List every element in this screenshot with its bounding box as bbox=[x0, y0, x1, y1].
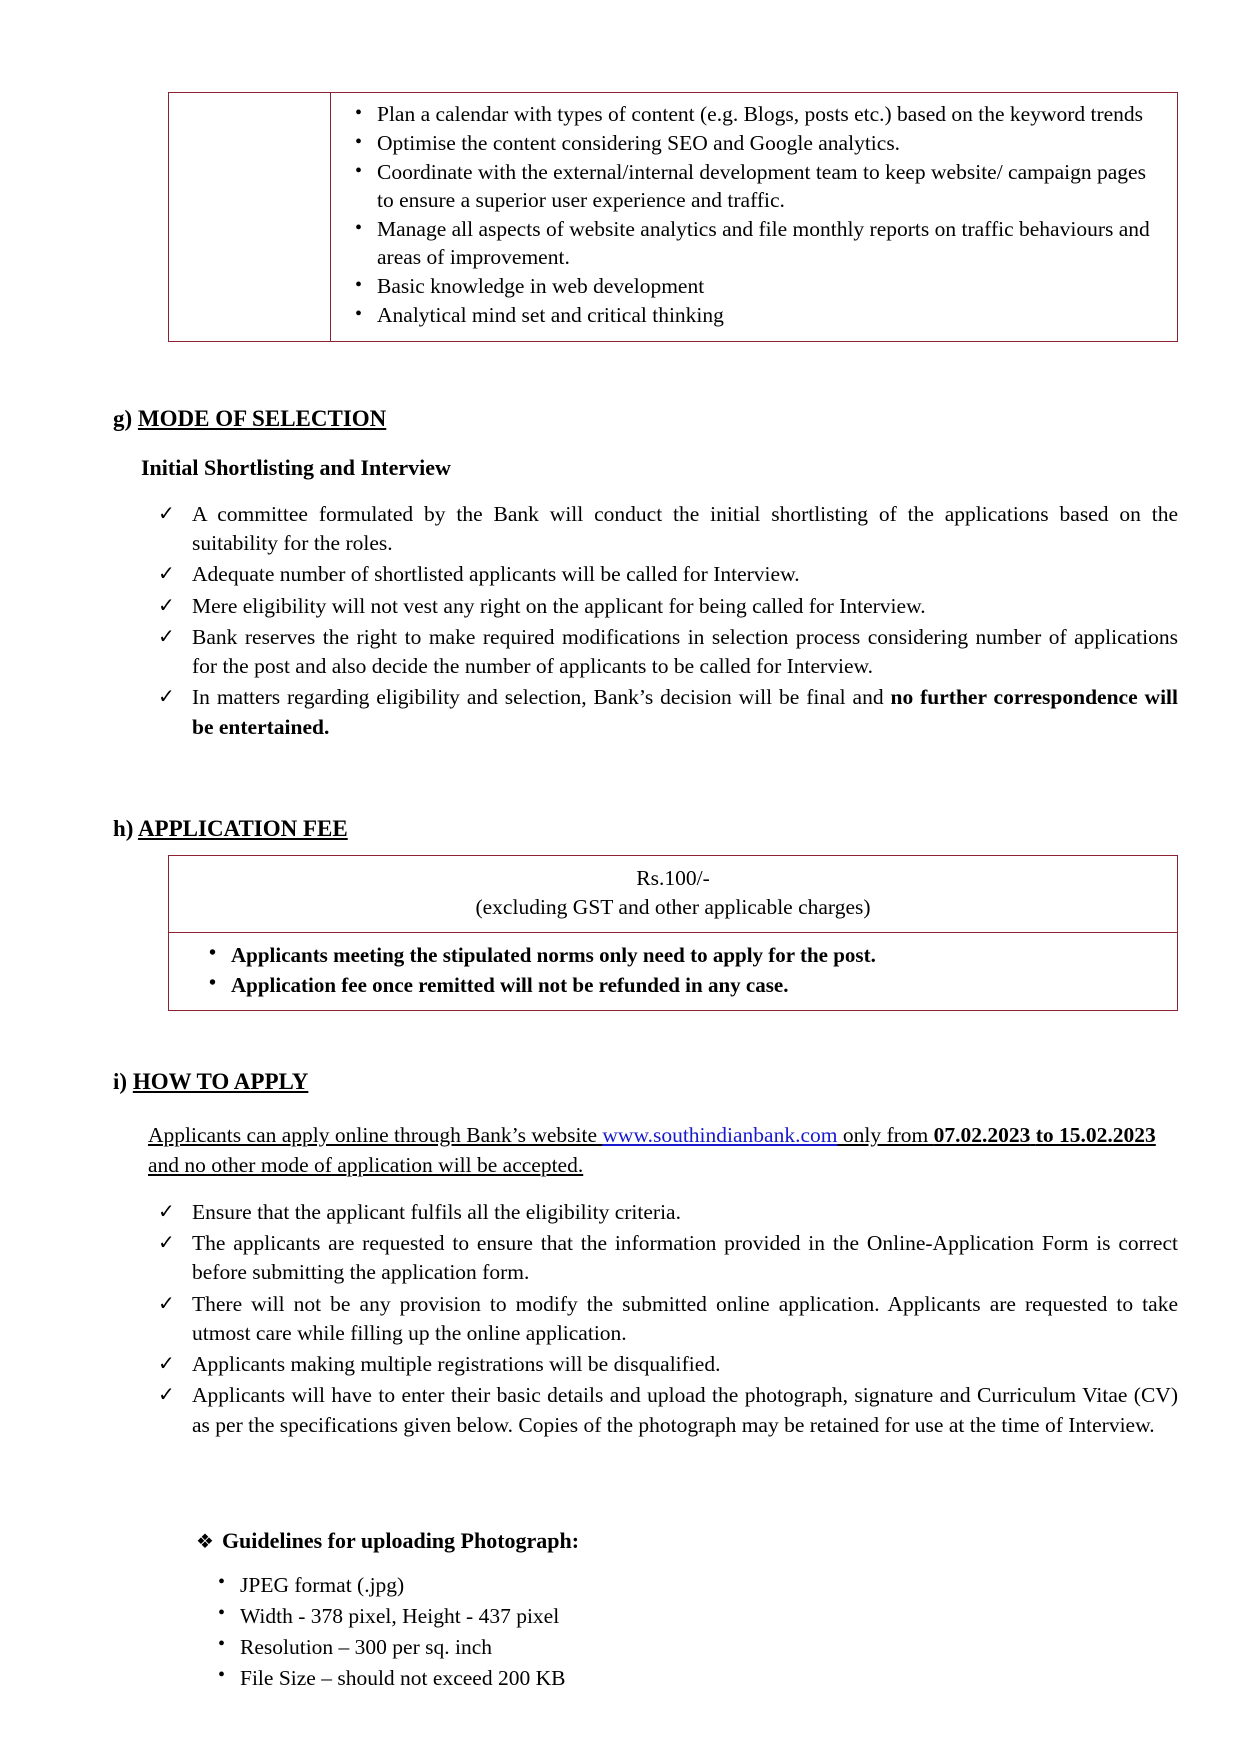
list-item: ✓ A committee formulated by the Bank will conduct the initial shortlisting of the applications based on the suitability for the roles. bbox=[148, 500, 1178, 558]
list-item: • File Size – should not exceed 200 KB bbox=[196, 1663, 996, 1694]
list-item: ✓ Ensure that the applicant fulfils all the eligibility criteria. bbox=[148, 1198, 1178, 1227]
section-label: i) bbox=[113, 1069, 128, 1094]
bullet-text-normal: In matters regarding eligibility and selection, Bank’s decision will be final and bbox=[192, 685, 891, 710]
section-title: MODE OF SELECTION bbox=[137, 406, 387, 431]
apply-text-tail: and no other mode of application will be accepted. bbox=[148, 1152, 584, 1177]
section-heading-how-to-apply bbox=[113, 1069, 308, 1095]
list-item: • Coordinate with the external/internal development team to keep website/ campaign pages to ensure a superior user experience and traffic. bbox=[331, 159, 1165, 215]
list-item: • JPEG format (.jpg) bbox=[196, 1570, 996, 1601]
fee-amount-cell bbox=[169, 856, 1177, 933]
fee-amount: Rs.100/- bbox=[636, 866, 710, 890]
photograph-guidelines-list bbox=[196, 1570, 996, 1694]
duties-table-empty-cell bbox=[169, 93, 331, 341]
fee-bullet-list bbox=[169, 941, 1177, 1000]
apply-text-after-link: only from bbox=[837, 1123, 934, 1147]
list-item: • Plan a calendar with types of content (e.g. Blogs, posts etc.) based on the keyword trends bbox=[331, 101, 1165, 129]
list-item: ✓ Applicants will have to enter their basic details and upload the photograph, signature and Curriculum Vitae (CV) as per the specifications given below. Copies of the photograph may be retained for use at the time of Interview. bbox=[148, 1381, 1178, 1439]
apply-end-date: to 15.02.2023 bbox=[1035, 1123, 1156, 1147]
bullet-text-bold: no further correspondence will be entertained. bbox=[192, 685, 1178, 739]
section-title: HOW TO APPLY bbox=[132, 1069, 309, 1094]
apply-instructions-paragraph bbox=[148, 1121, 1178, 1180]
diamond-bullet-icon: ❖ bbox=[196, 1529, 214, 1553]
section-title: APPLICATION FEE bbox=[137, 816, 348, 841]
fee-note: (excluding GST and other applicable charges) bbox=[475, 895, 871, 920]
duties-bullet-list bbox=[331, 101, 1165, 330]
list-item: • Basic knowledge in web development bbox=[331, 273, 1165, 301]
bank-website-link[interactable]: www.southindianbank.com bbox=[602, 1123, 838, 1147]
mode-of-selection-list bbox=[148, 500, 1178, 744]
section-label: g) bbox=[113, 406, 133, 431]
list-item: ✓ Bank reserves the right to make required modifications in selection process considering number of applications for the post and also decide the number of applicants to be called for Interview. bbox=[148, 623, 1178, 681]
guidelines-heading-text: Guidelines for uploading Photograph: bbox=[221, 1528, 580, 1553]
list-item: ✓ There will not be any provision to modify the submitted online application. Applicants are requested to take utmost care while filling up the online application. bbox=[148, 1290, 1178, 1348]
duties-table bbox=[168, 92, 1178, 342]
subheading-initial-shortlisting: Initial Shortlisting and Interview bbox=[141, 455, 451, 480]
list-item: • Applicants meeting the stipulated norms only need to apply for the post. bbox=[169, 941, 1177, 970]
apply-start-date: 07.02.2023 bbox=[933, 1123, 1031, 1147]
list-item: • Resolution – 300 per sq. inch bbox=[196, 1632, 996, 1663]
list-item: ✓ The applicants are requested to ensure that the information provided in the Online-Application Form is correct before submitting the application form. bbox=[148, 1229, 1178, 1287]
list-item: • Width - 378 pixel, Height - 437 pixel bbox=[196, 1601, 996, 1632]
duties-table-bullets-cell bbox=[331, 93, 1177, 341]
how-to-apply-list bbox=[148, 1198, 1178, 1442]
section-heading-application-fee bbox=[113, 816, 348, 842]
guidelines-photograph-heading bbox=[196, 1528, 579, 1554]
section-label: h) bbox=[113, 816, 134, 841]
list-item: ✓ Mere eligibility will not vest any right on the applicant for being called for Interview. bbox=[148, 592, 1178, 621]
list-item: • Optimise the content considering SEO and Google analytics. bbox=[331, 130, 1165, 158]
list-item: • Application fee once remitted will not be refunded in any case. bbox=[169, 971, 1177, 1000]
fee-notes-cell bbox=[169, 933, 1177, 1010]
application-fee-table bbox=[168, 855, 1178, 1011]
list-item bbox=[148, 683, 1178, 741]
apply-text-before-link: Applicants can apply online through Bank’s website bbox=[148, 1123, 603, 1147]
section-heading-mode-of-selection bbox=[113, 406, 386, 432]
list-item: ✓ Adequate number of shortlisted applicants will be called for Interview. bbox=[148, 560, 1178, 589]
list-item: ✓ Applicants making multiple registrations will be disqualified. bbox=[148, 1350, 1178, 1379]
list-item: • Analytical mind set and critical thinking bbox=[331, 302, 1165, 330]
list-item: • Manage all aspects of website analytics and file monthly reports on traffic behaviours and areas of improvement. bbox=[331, 216, 1165, 272]
